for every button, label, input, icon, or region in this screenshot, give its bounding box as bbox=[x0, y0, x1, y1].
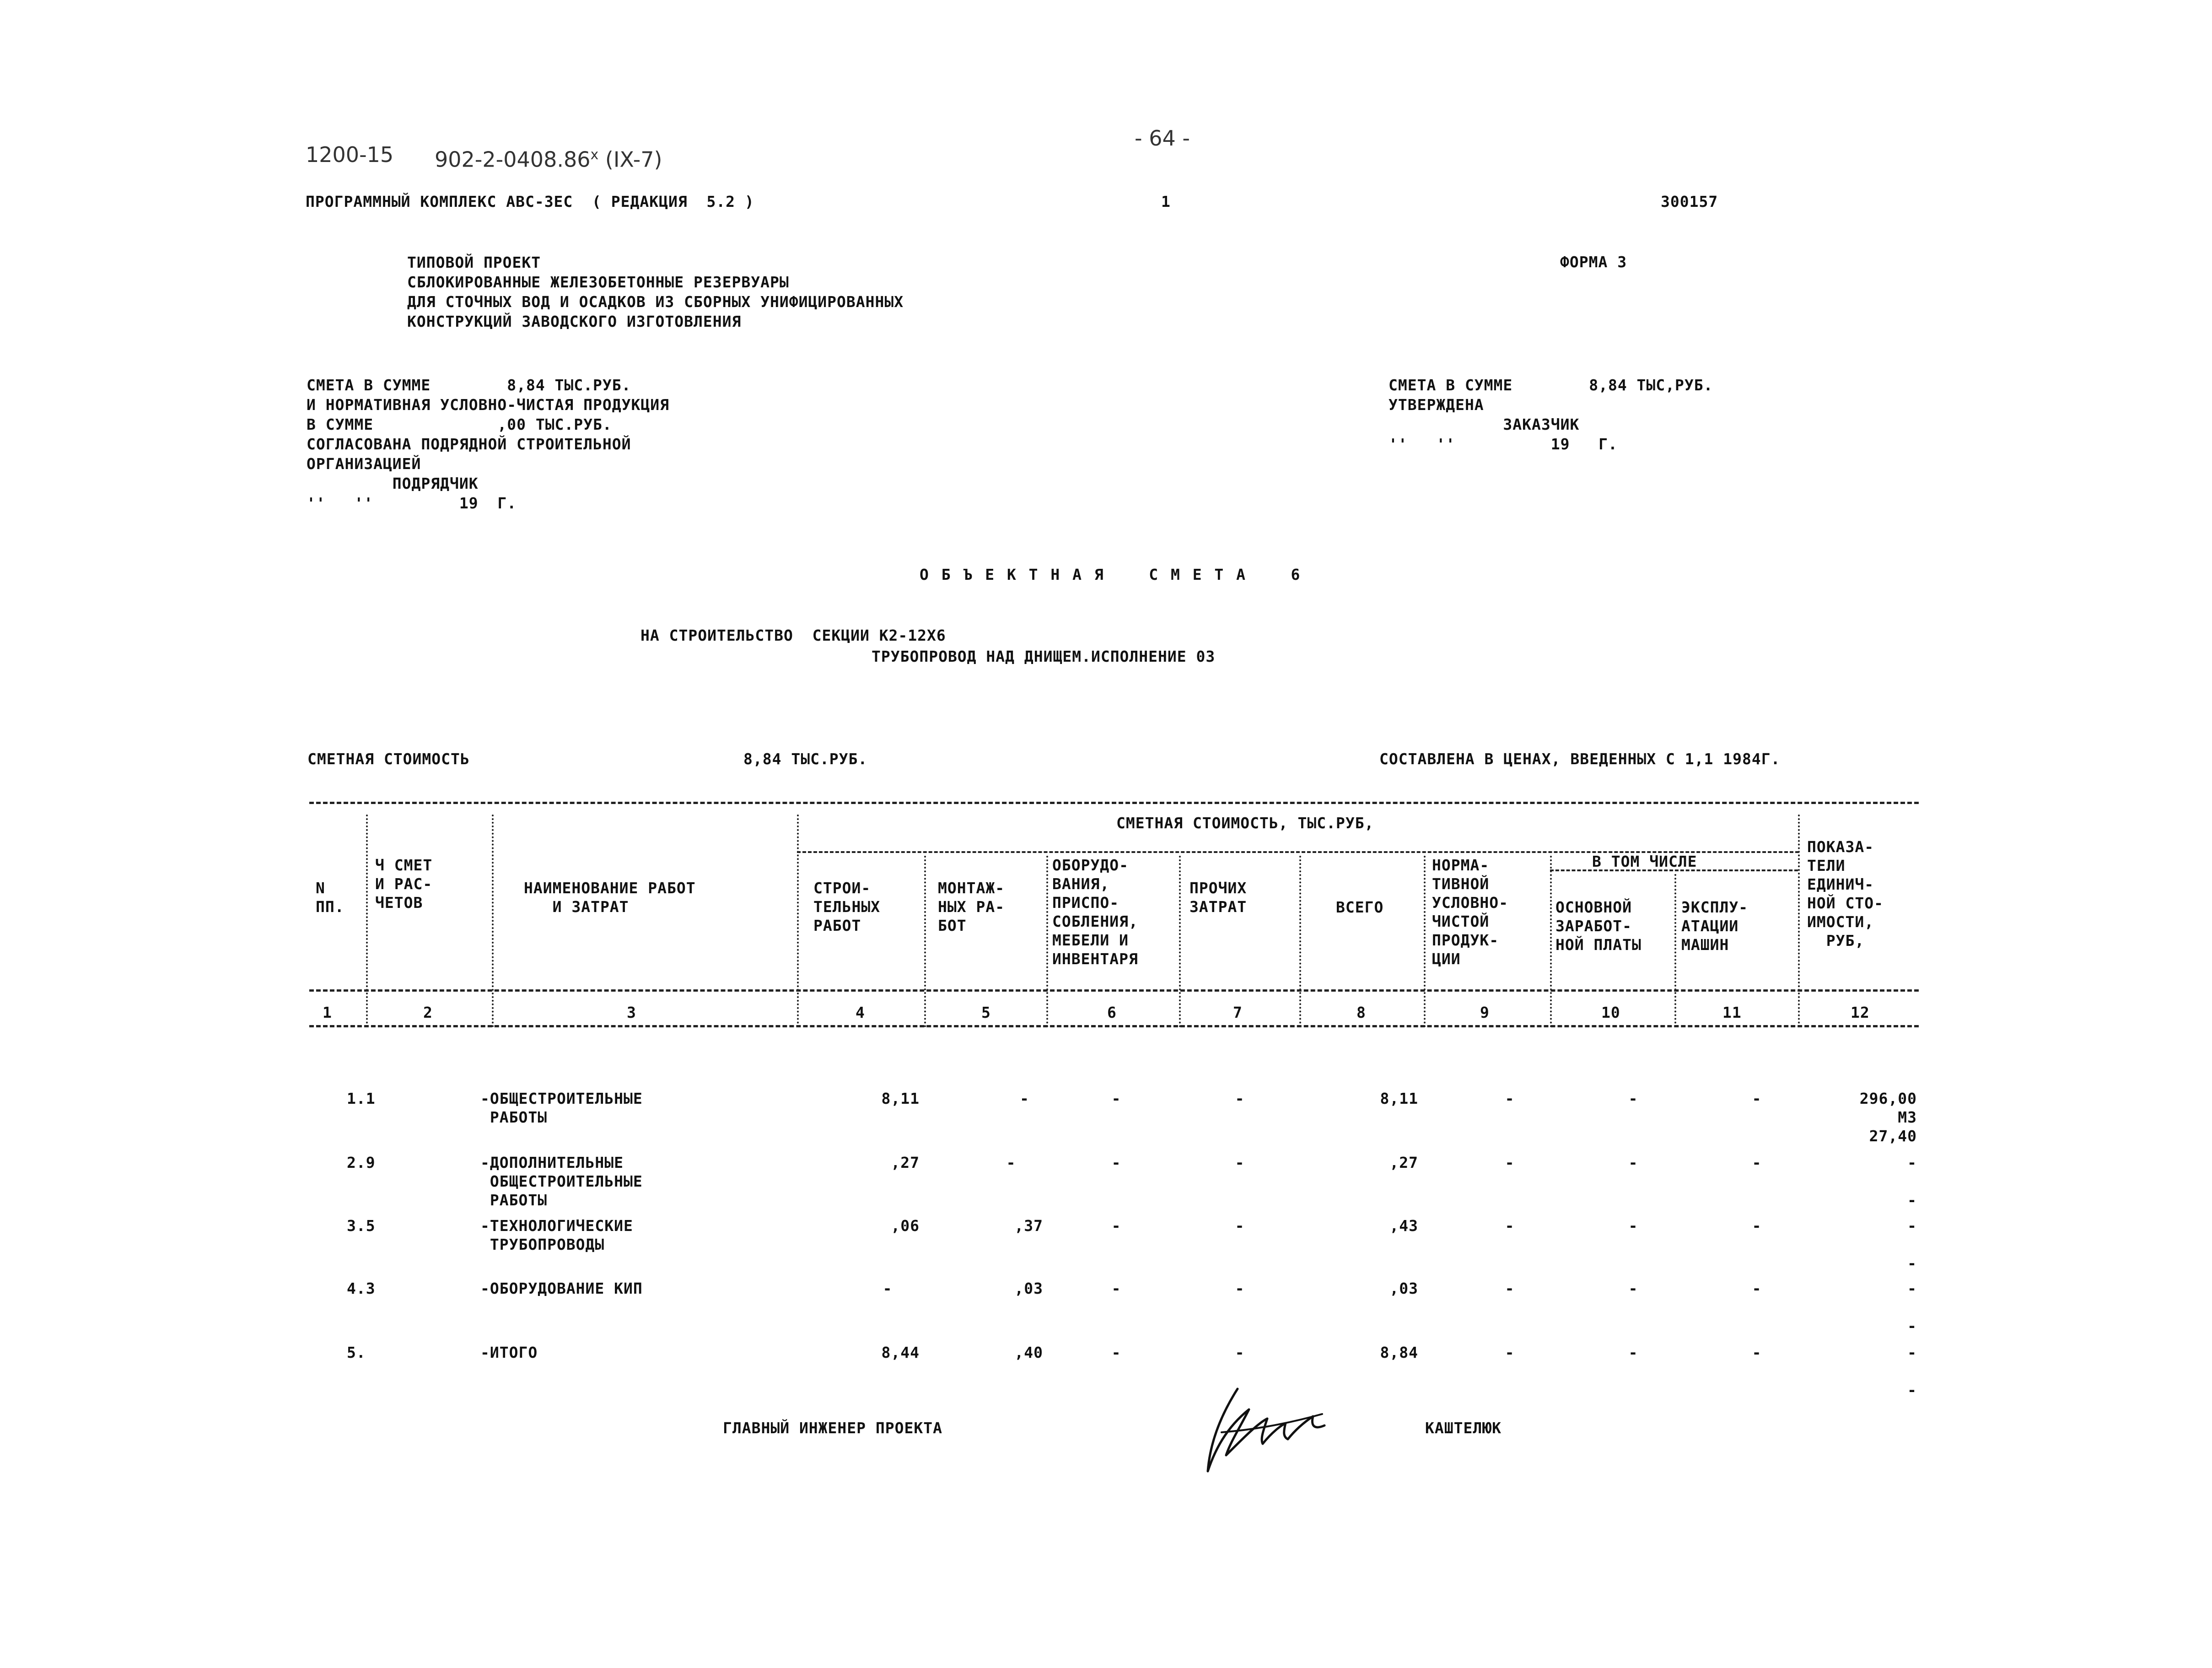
cell-other: - bbox=[1235, 1344, 1245, 1361]
col-header: N ПП. bbox=[316, 879, 344, 916]
col-header: НОРМА- ТИВНОЙ УСЛОВНО- ЧИСТОЙ ПРОДУК- ЦИИ bbox=[1432, 856, 1508, 968]
group-header: СМЕТНАЯ СТОИМОСТЬ, ТЫС.РУБ, bbox=[1116, 814, 1374, 832]
col-number: 8 bbox=[1356, 1004, 1366, 1021]
col-header: МОНТАЖ- НЫХ РА- БОТ bbox=[938, 879, 1005, 934]
row-number: 4.3 bbox=[347, 1279, 376, 1297]
agreement-line: ПОДРЯДЧИК bbox=[307, 475, 479, 492]
col-separator bbox=[1798, 815, 1800, 1027]
cell-other: - bbox=[1235, 1090, 1245, 1107]
cell-other: - bbox=[1235, 1154, 1245, 1171]
page-number: - 64 - bbox=[1135, 126, 1190, 151]
col-separator bbox=[1674, 874, 1676, 1027]
price-basis: СОСТАВЛЕНА В ЦЕНАХ, ВВЕДЕННЫХ С 1,1 1984Г. bbox=[1379, 750, 1781, 768]
col-header: ОСНОВНОЙ ЗАРАБОТ- НОЙ ПЛАТЫ bbox=[1555, 898, 1642, 954]
document-title: О Б Ъ Е К Т Н А Я С М Е Т А 6 bbox=[920, 566, 1302, 583]
cost-label: СМЕТНАЯ СТОИМОСТЬ bbox=[307, 750, 470, 768]
agreement-block bbox=[307, 375, 669, 513]
cell-construction: ,27 bbox=[891, 1154, 920, 1171]
col-number: 5 bbox=[981, 1004, 991, 1021]
cell-construction: - bbox=[883, 1279, 893, 1297]
cell-total: ,43 bbox=[1389, 1217, 1418, 1235]
cell-unit-cost: - - bbox=[1907, 1279, 1917, 1335]
chief-engineer-name: КАШТЕЛЮК bbox=[1425, 1419, 1502, 1437]
cell-machines: - bbox=[1752, 1344, 1762, 1361]
cell-net-production: - bbox=[1505, 1279, 1515, 1297]
cell-unit-cost: - - bbox=[1907, 1217, 1917, 1272]
cell-installation: - bbox=[1020, 1090, 1029, 1107]
cell-construction: 8,11 bbox=[881, 1090, 920, 1107]
project-line: КОНСТРУКЦИЙ ЗАВОДСКОГО ИЗГОТОВЛЕНИЯ bbox=[407, 313, 742, 330]
cell-wages: - bbox=[1628, 1344, 1638, 1361]
sheet-number: 1 bbox=[1161, 193, 1171, 211]
cell-unit-cost: - - bbox=[1907, 1344, 1917, 1399]
row-name: -ДОПОЛНИТЕЛЬНЫЕ ОБЩЕСТРОИТЕЛЬНЫЕ РАБОТЫ bbox=[480, 1154, 643, 1209]
chief-engineer-label: ГЛАВНЫЙ ИНЖЕНЕР ПРОЕКТА bbox=[723, 1419, 942, 1437]
approval-line: УТВЕРЖДЕНА bbox=[1389, 396, 1484, 414]
cell-wages: - bbox=[1628, 1090, 1638, 1107]
approval-line: '' '' 19 Г. bbox=[1389, 435, 1618, 453]
row-name: -ОБОРУДОВАНИЕ КИП bbox=[480, 1279, 643, 1297]
col-header: ПРОЧИХ ЗАТРАТ bbox=[1189, 879, 1247, 916]
col-number: 2 bbox=[423, 1004, 433, 1021]
header-bottom-rule bbox=[309, 989, 1919, 992]
col-separator bbox=[1179, 856, 1181, 1027]
cell-total: ,03 bbox=[1389, 1279, 1418, 1297]
col-number: 9 bbox=[1480, 1004, 1490, 1021]
agreement-line: ОРГАНИЗАЦИЕЙ bbox=[307, 455, 421, 473]
agreement-line: '' '' 19 Г. bbox=[307, 494, 517, 512]
col-number: 4 bbox=[856, 1004, 865, 1021]
col-header: НАИМЕНОВАНИЕ РАБОТ И ЗАТРАТ bbox=[524, 879, 696, 916]
approval-line: ЗАКАЗЧИК bbox=[1389, 416, 1580, 433]
cell-wages: - bbox=[1628, 1217, 1638, 1235]
project-line: СБЛОКИРОВАННЫЕ ЖЕЛЕЗОБЕТОННЫЕ РЕЗЕРВУАРЫ bbox=[407, 273, 789, 291]
cell-other: - bbox=[1235, 1217, 1245, 1235]
cell-net-production: - bbox=[1505, 1090, 1515, 1107]
cell-net-production: - bbox=[1505, 1344, 1515, 1361]
col-header: ПОКАЗА- ТЕЛИ ЕДИНИЧ- НОЙ СТО- ИМОСТИ, РУБ, bbox=[1807, 838, 1884, 950]
cell-installation: ,40 bbox=[1014, 1344, 1043, 1361]
cost-value: 8,84 ТЫС.РУБ. bbox=[743, 750, 868, 768]
row-name: -ИТОГО bbox=[480, 1344, 538, 1361]
col-number: 11 bbox=[1722, 1004, 1742, 1021]
col-header: СТРОИ- ТЕЛЬНЫХ РАБОТ bbox=[813, 879, 881, 934]
col-header: ОБОРУДО- ВАНИЯ, ПРИСПО- СОБЛЕНИЯ, МЕБЕЛИ И ИНВЕНТАРЯ bbox=[1052, 856, 1138, 968]
code-number: 300157 bbox=[1661, 193, 1718, 211]
col-number-rule bbox=[309, 1025, 1919, 1027]
cell-wages: - bbox=[1628, 1154, 1638, 1171]
row-name: -ОБЩЕСТРОИТЕЛЬНЫЕ РАБОТЫ bbox=[480, 1090, 643, 1126]
row-number: 3.5 bbox=[347, 1217, 376, 1235]
project-code-sup: x bbox=[590, 147, 599, 163]
cell-unit-cost: - - bbox=[1907, 1154, 1917, 1209]
cell-equipment: - bbox=[1111, 1090, 1121, 1107]
cell-total: 8,84 bbox=[1380, 1344, 1418, 1361]
program-line: ПРОГРАММНЫЙ КОМПЛЕКС АВС-ЗЕС ( РЕДАКЦИЯ 5.2 ) bbox=[306, 193, 754, 211]
cell-total: ,27 bbox=[1389, 1154, 1418, 1171]
col-header: Ч СМЕТ И РАС- ЧЕТОВ bbox=[375, 856, 433, 912]
agreement-line: СОГЛАСОВАНА ПОДРЯДНОЙ СТРОИТЕЛЬНОЙ bbox=[307, 435, 631, 453]
cell-other: - bbox=[1235, 1279, 1245, 1297]
agreement-line: СМЕТА В СУММЕ 8,84 ТЫС.РУБ. bbox=[307, 376, 631, 394]
col-header: ВСЕГО bbox=[1336, 898, 1384, 916]
cell-machines: - bbox=[1752, 1279, 1762, 1297]
cell-net-production: - bbox=[1505, 1217, 1515, 1235]
col-separator bbox=[492, 815, 494, 1027]
archive-stamp: 1200-15 bbox=[306, 142, 394, 167]
signature bbox=[1194, 1382, 1327, 1478]
project-code-suffix: (IX-7) bbox=[605, 147, 662, 172]
col-separator bbox=[1550, 856, 1552, 1027]
cell-equipment: - bbox=[1111, 1279, 1121, 1297]
col-header: ЭКСПЛУ- АТАЦИИ МАШИН bbox=[1681, 898, 1749, 954]
col-separator bbox=[1299, 856, 1301, 1027]
approval-block bbox=[1389, 375, 1713, 454]
col-number: 1 bbox=[323, 1004, 332, 1021]
col-number: 12 bbox=[1851, 1004, 1870, 1021]
cell-equipment: - bbox=[1111, 1344, 1121, 1361]
row-number: 2.9 bbox=[347, 1154, 376, 1171]
col-number: 3 bbox=[627, 1004, 636, 1021]
project-line: ДЛЯ СТОЧНЫХ ВОД И ОСАДКОВ ИЗ СБОРНЫХ УНИФИЦИРОВАННЫХ bbox=[407, 293, 904, 311]
cell-net-production: - bbox=[1505, 1154, 1515, 1171]
form-label: ФОРМА 3 bbox=[1560, 253, 1627, 271]
row-number: 1.1 bbox=[347, 1090, 376, 1107]
cell-installation: ,37 bbox=[1014, 1217, 1043, 1235]
project-description bbox=[407, 253, 904, 331]
project-code bbox=[435, 146, 662, 172]
col-number: 6 bbox=[1107, 1004, 1117, 1021]
col-number: 7 bbox=[1233, 1004, 1243, 1021]
cell-wages: - bbox=[1628, 1279, 1638, 1297]
cell-machines: - bbox=[1752, 1090, 1762, 1107]
agreement-line: И НОРМАТИВНАЯ УСЛОВНО-ЧИСТАЯ ПРОДУКЦИЯ bbox=[307, 396, 669, 414]
cell-unit-cost: 296,00 М3 27,40 bbox=[1859, 1090, 1917, 1145]
agreement-line: В СУММЕ ,00 ТЫС.РУБ. bbox=[307, 416, 612, 433]
cell-machines: - bbox=[1752, 1154, 1762, 1171]
col-separator bbox=[1424, 856, 1426, 1027]
row-name: -ТЕХНОЛОГИЧЕСКИЕ ТРУБОПРОВОДЫ bbox=[480, 1217, 633, 1253]
subtitle-line-2: ТРУБОПРОВОД НАД ДНИЩЕМ.ИСПОЛНЕНИЕ 03 bbox=[872, 648, 1216, 665]
cell-installation: ,03 bbox=[1014, 1279, 1043, 1297]
project-line: ТИПОВОЙ ПРОЕКТ bbox=[407, 254, 541, 271]
cell-equipment: - bbox=[1111, 1154, 1121, 1171]
cell-total: 8,11 bbox=[1380, 1090, 1418, 1107]
cell-machines: - bbox=[1752, 1217, 1762, 1235]
cell-construction: 8,44 bbox=[881, 1344, 920, 1361]
cell-construction: ,06 bbox=[891, 1217, 920, 1235]
col-number: 10 bbox=[1601, 1004, 1620, 1021]
subgroup-header: В ТОМ ЧИСЛЕ bbox=[1592, 853, 1697, 870]
col-separator bbox=[1046, 856, 1048, 1027]
col-separator bbox=[797, 815, 799, 1027]
cell-equipment: - bbox=[1111, 1217, 1121, 1235]
approval-line: СМЕТА В СУММЕ 8,84 ТЫС,РУБ. bbox=[1389, 376, 1713, 394]
project-code-main: 902-2-0408.86 bbox=[435, 147, 591, 172]
cell-installation: - bbox=[1006, 1154, 1016, 1171]
col-separator bbox=[366, 815, 368, 1027]
table-top-rule bbox=[309, 802, 1919, 804]
col-separator bbox=[924, 856, 926, 1027]
row-number: 5. bbox=[347, 1344, 366, 1361]
subtitle-line-1: НА СТРОИТЕЛЬСТВО СЕКЦИИ К2-12Х6 bbox=[640, 626, 946, 644]
